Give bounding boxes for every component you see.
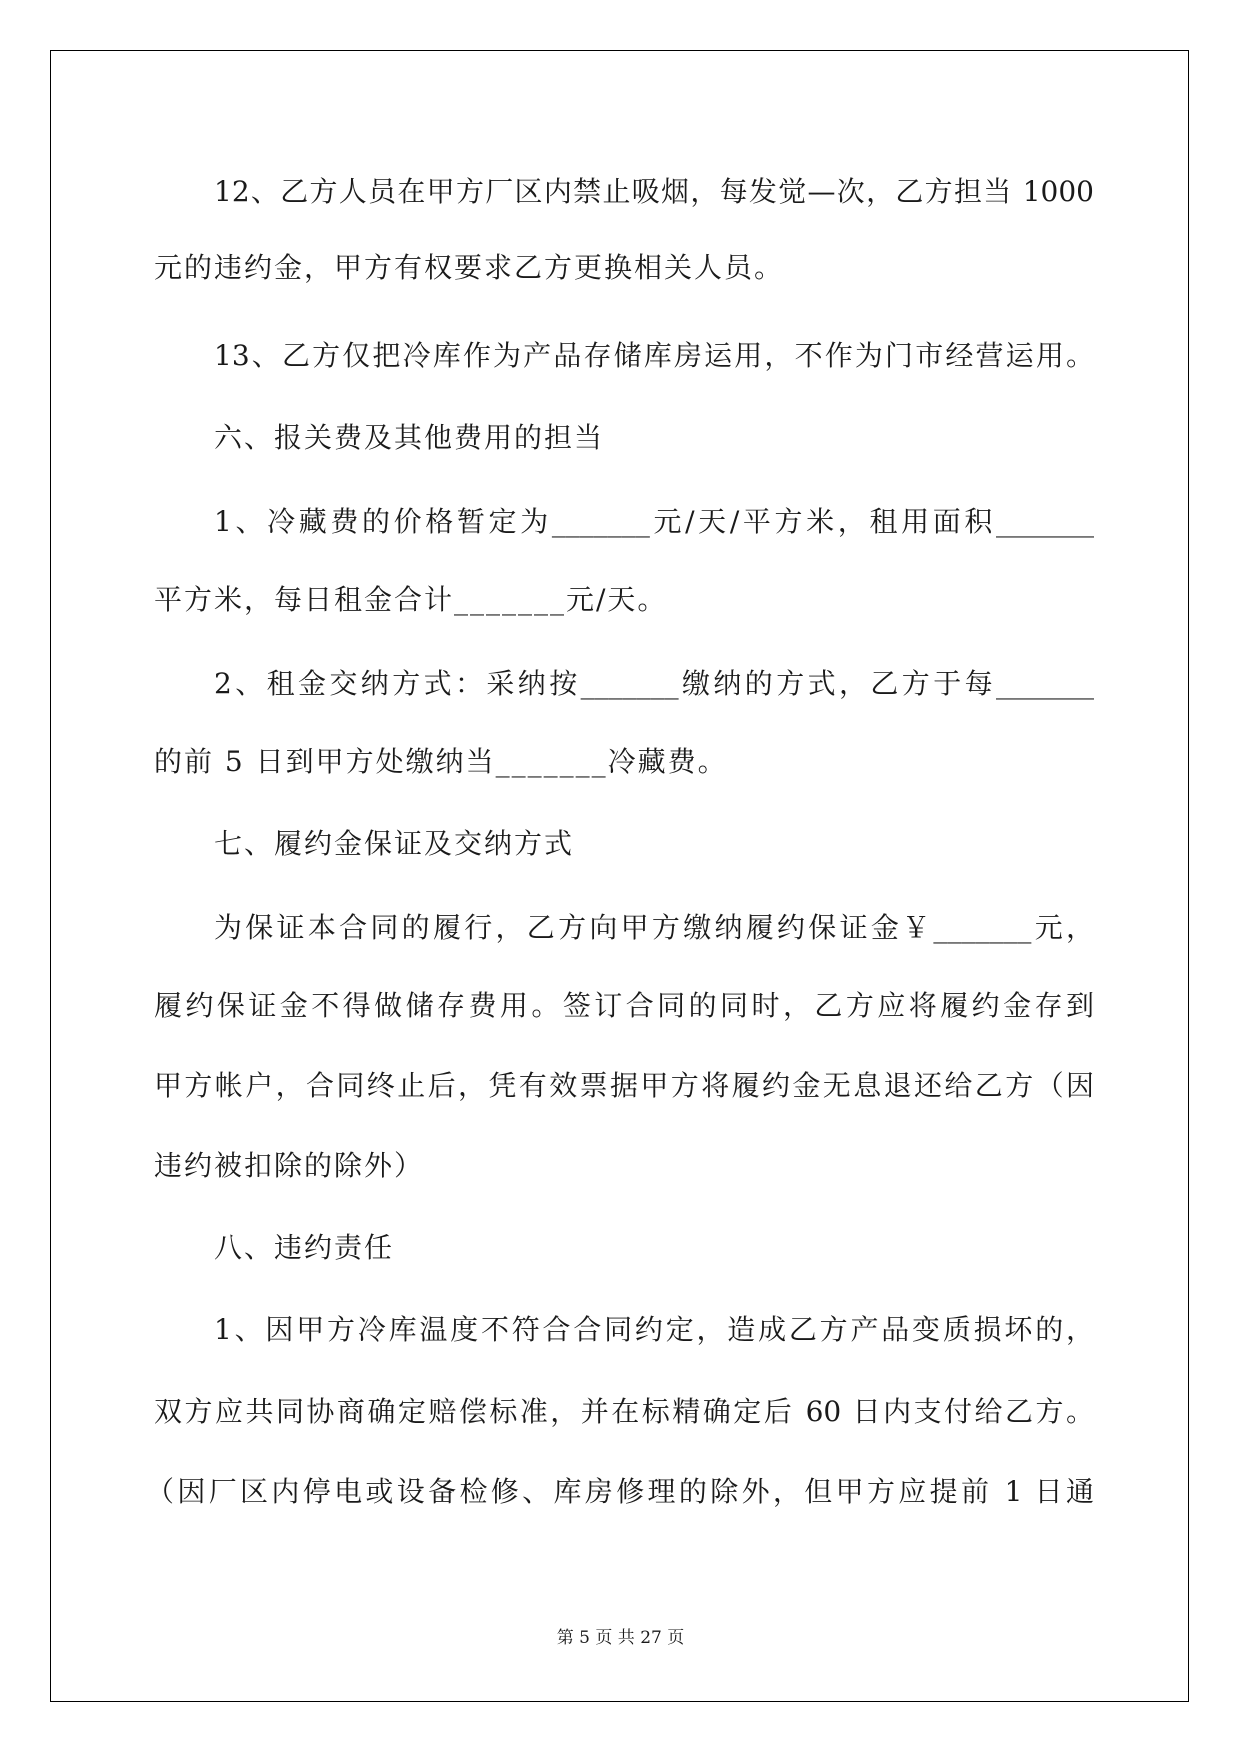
section-heading: 七、履约金保证及交纳方式 (214, 827, 575, 860)
paragraph-line: 1、因甲方冷库温度不符合合同约定，造成乙方产品变质损坏的， (214, 1313, 1094, 1346)
paragraph-line: （因厂区内停电或设备检修、库房修理的除外，但甲方应提前 1 日通 (146, 1475, 1094, 1508)
paragraph-line: 13、乙方仅把冷库作为产品存储库房运用，不作为门市经营运用。 (214, 339, 1094, 372)
page-border (50, 50, 1189, 1702)
paragraph-line: 履约保证金不得做储存费用。签订合同的同时，乙方应将履约金存到 (154, 989, 1094, 1022)
page-footer: 第 5 页 共 27 页 (556, 1628, 685, 1648)
paragraph-line: 平方米，每日租金合计_______元/天。 (154, 583, 668, 616)
paragraph-line: 12、乙方人员在甲方厂区内禁止吸烟，每发觉—次，乙方担当 1000 (214, 175, 1094, 208)
paragraph-line: 1、冷藏费的价格暂定为_______元/天/平方米，租用面积_______ (214, 505, 1094, 538)
paragraph-line: 为保证本合同的履行，乙方向甲方缴纳履约保证金￥_______元， (214, 911, 1094, 944)
paragraph-line: 的前 5 日到甲方处缴纳当_______冷藏费。 (154, 745, 728, 778)
paragraph-line: 甲方帐户，合同终止后，凭有效票据甲方将履约金无息退还给乙方（因 (154, 1069, 1094, 1102)
paragraph-line: 双方应共同协商确定赔偿标准，并在标精确定后 60 日内支付给乙方。 (154, 1395, 1094, 1428)
paragraph-line: 元的违约金，甲方有权要求乙方更换相关人员。 (154, 251, 785, 284)
paragraph-line: 违约被扣除的除外） (154, 1149, 425, 1182)
section-heading: 八、违约责任 (214, 1231, 395, 1264)
section-heading: 六、报关费及其他费用的担当 (214, 421, 605, 454)
paragraph-line: 2、租金交纳方式：采纳按_______缴纳的方式，乙方于每_______ (214, 667, 1094, 700)
